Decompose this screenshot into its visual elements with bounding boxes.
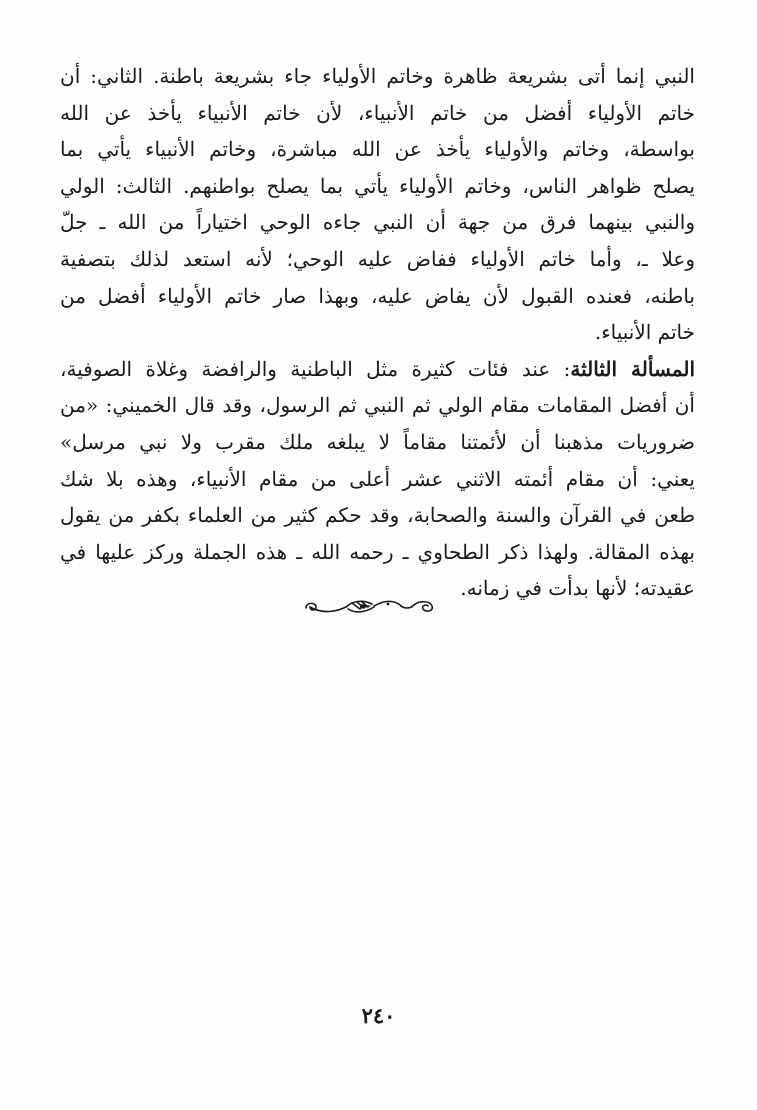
text-line: بهذه المقالة. ولهذا ذكر الطحاوي ـ رحمه الله ـ هذه الجملة وركز عليها في xyxy=(60,539,695,564)
text-line: النبي إنما أتى بشريعة ظاهرة وخاتم الأولياء جاء بشريعة باطنة. الثاني: أن xyxy=(60,64,695,88)
text-line: يعني: أن مقام أئمته الاثني عشر أعلى من مقام الأنبياء، وهذه بلا شك xyxy=(60,466,695,491)
text-line: عقيدته؛ لأنها بدأت في زمانه. xyxy=(460,576,695,601)
main-text xyxy=(60,58,695,607)
page-number: ٢٤٠ xyxy=(361,1003,396,1028)
text-line: طعن في القرآن والسنة والصحابة، وقد حكم كثير من العلماء بكفر من يقول xyxy=(60,503,695,528)
text-line: باطنه، فعنده القبول لأن يفاض عليه، وبهذا صار خاتم الأولياء أفضل من xyxy=(60,283,695,308)
text-line: بواسطة، وخاتم والأولياء يأخذ عن الله مباشرة، وخاتم الأنبياء يأتي بما xyxy=(60,137,695,162)
text-line: خاتم الأولياء أفضل من خاتم الأنبياء، لأن خاتم الأنبياء يأخذ عن الله xyxy=(60,100,695,125)
text-fragment: : عند فئات كثيرة مثل الباطنية والرافضة وغلاة الصوفية، xyxy=(60,356,571,381)
text-line: يصلح ظواهر الناس، وخاتم الأولياء يأتي بما يصلح بواطنهم. الثالث: الولي xyxy=(60,173,695,198)
text-line: وعلا ـ، وأما خاتم الأولياء ففاض عليه الوحي؛ لأنه استعد لذلك بتصفية xyxy=(60,246,695,271)
text-line: ضروريات مذهبنا أن لأئمتنا مقاماً لا يبلغه ملك مقرب ولا نبي مرسل» xyxy=(60,429,695,454)
text-line: أن أفضل المقامات مقام الولي ثم النبي ثم الرسول، وقد قال الخميني: «من xyxy=(60,393,695,418)
text-line: والنبي بينهما فرق من جهة أن النبي جاءه الوحي اختياراً من الله ـ جلّ xyxy=(60,210,695,235)
paragraph-first-line xyxy=(60,351,695,388)
decorative-flourish-icon xyxy=(302,592,442,620)
section-heading: المسألة الثالثة xyxy=(570,356,696,381)
text-line: خاتم الأنبياء. xyxy=(594,320,695,345)
